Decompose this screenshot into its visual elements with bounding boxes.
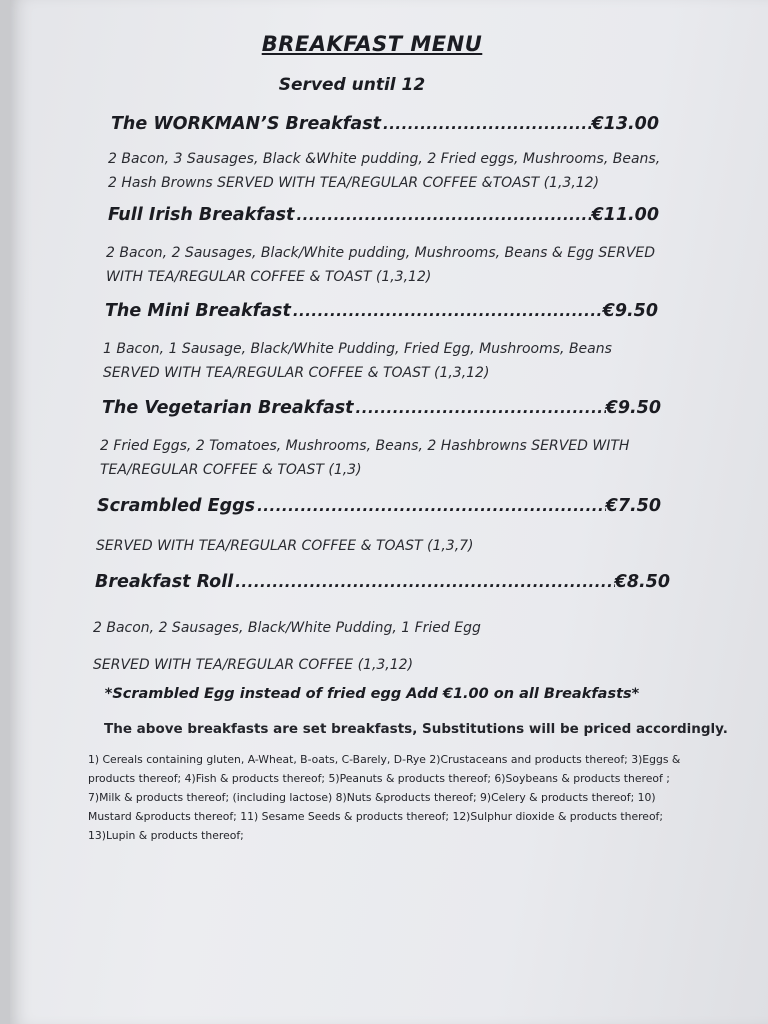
item-name: The WORKMAN’S Breakfast: [111, 114, 382, 134]
set-breakfast-note: The above breakfasts are set breakfasts, Substitutions will be priced accordingly.: [104, 721, 728, 737]
allergen-line: Mustard &products thereof; 11) Sesame Seeds & products thereof; 12)Sulphur dioxide & products thereof;: [88, 810, 663, 823]
scrambled-egg-note: *Scrambled Egg instead of fried egg Add €1.00 on all Breakfasts*: [104, 686, 640, 702]
description-line: 2 Bacon, 3 Sausages, Black &White pudding, 2 Fried eggs, Mushrooms, Beans,: [108, 151, 661, 167]
description-line: 2 Bacon, 2 Sausages, Black/White pudding, Mushrooms, Beans & Egg SERVED: [106, 245, 656, 261]
dot-leader: [354, 399, 606, 417]
item-price: €9.50: [605, 398, 661, 418]
menu-item: [111, 114, 659, 134]
item-description: [100, 434, 629, 482]
menu-subtitle: Served until 12: [278, 75, 426, 95]
item-name: Scrambled Eggs: [97, 496, 256, 516]
allergen-list: [88, 750, 688, 845]
item-description: [93, 610, 481, 684]
item-name: The Mini Breakfast: [105, 301, 291, 321]
item-price: €13.00: [591, 114, 659, 134]
item-price: €11.00: [591, 205, 659, 225]
item-price: €7.50: [605, 496, 661, 516]
menu-item: [105, 301, 658, 321]
item-name: Breakfast Roll: [95, 572, 234, 592]
item-price: €8.50: [614, 572, 670, 592]
description-line: WITH TEA/REGULAR COFFEE & TOAST (1,3,12): [106, 269, 432, 285]
item-name: The Vegetarian Breakfast: [102, 398, 354, 418]
dot-leader: [233, 573, 614, 591]
menu-item: [102, 398, 661, 418]
description-line: 2 Fried Eggs, 2 Tomatoes, Mushrooms, Beans, 2 Hashbrowns SERVED WITH: [100, 438, 630, 454]
description-line: 2 Hash Browns SERVED WITH TEA/REGULAR COFFEE &TOAST (1,3,12): [108, 175, 600, 191]
item-description: [108, 147, 660, 195]
dot-leader: [291, 302, 603, 320]
menu-title: BREAKFAST MENU: [261, 32, 483, 56]
item-description: [106, 241, 655, 289]
dot-leader: [294, 206, 591, 224]
dot-leader: [255, 497, 606, 515]
item-description: [96, 534, 474, 558]
allergen-line: 7)Milk & products thereof; (including lactose) 8)Nuts &products thereof; 9)Celery & products thereof; 10): [88, 791, 656, 804]
allergen-line: products thereof; 4)Fish & products thereof; 5)Peanuts & products thereof; 6)Soybeans & products thereof ;: [88, 772, 670, 785]
description-line: 1 Bacon, 1 Sausage, Black/White Pudding, Fried Egg, Mushrooms, Beans: [103, 341, 612, 357]
description-line: SERVED WITH TEA/REGULAR COFFEE (1,3,12): [93, 657, 414, 673]
allergen-line: 1) Cereals containing gluten, A-Wheat, B-oats, C-Barely, D-Rye 2)Crustaceans and products thereof; 3)Eggs &: [88, 753, 681, 766]
description-line: SERVED WITH TEA/REGULAR COFFEE & TOAST (1,3,12): [103, 365, 490, 381]
description-line: TEA/REGULAR COFFEE & TOAST (1,3): [100, 462, 362, 478]
item-name: Full Irish Breakfast: [108, 205, 295, 225]
menu-item: [95, 572, 670, 592]
menu-item: [97, 496, 661, 516]
allergen-line: 13)Lupin & products thereof;: [88, 829, 244, 842]
description-line: SERVED WITH TEA/REGULAR COFFEE & TOAST (1,3,7): [96, 538, 474, 554]
item-price: €9.50: [602, 301, 658, 321]
menu-item: [108, 205, 659, 225]
item-description: [103, 337, 612, 385]
dot-leader: [381, 115, 591, 133]
description-line: 2 Bacon, 2 Sausages, Black/White Pudding, 1 Fried Egg: [93, 620, 481, 636]
